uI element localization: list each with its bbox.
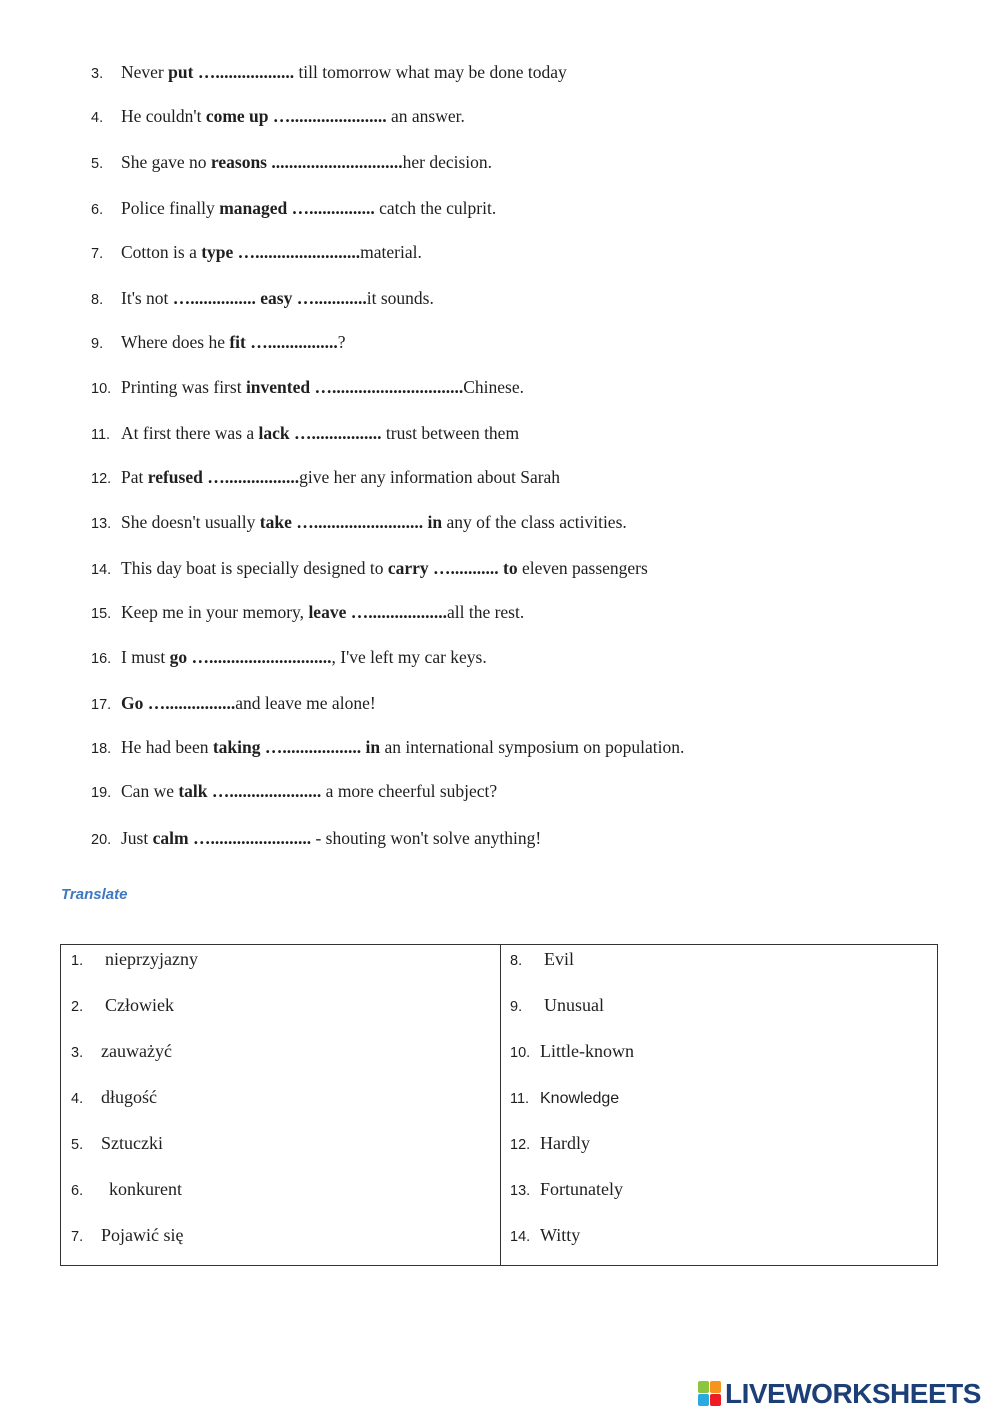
text-fragment: - shouting won't solve anything! xyxy=(315,828,542,848)
bold-fragment: talk xyxy=(178,781,208,801)
exercise-item xyxy=(91,556,648,580)
bold-fragment: lack xyxy=(258,423,290,443)
item-number: 5. xyxy=(91,156,104,172)
exercise-item xyxy=(91,150,492,174)
item-number: 11. xyxy=(91,427,111,443)
bold-fragment: …................ xyxy=(143,693,236,713)
exercise-item xyxy=(91,779,497,803)
bold-fragment: go xyxy=(169,647,188,667)
exercise-item xyxy=(91,330,346,354)
bold-fragment: refused xyxy=(147,467,203,487)
bold-fragment: managed xyxy=(219,198,288,218)
text-fragment: all the rest. xyxy=(446,602,525,622)
item-number: 13. xyxy=(91,516,112,532)
translate-column-polish xyxy=(61,945,501,1265)
exercise-item xyxy=(91,645,487,669)
translate-number: 12. xyxy=(510,1137,531,1153)
bold-fragment: in xyxy=(427,512,443,532)
translate-number: 3. xyxy=(71,1045,84,1061)
item-number: 8. xyxy=(91,292,104,308)
bold-fragment: take xyxy=(259,512,292,532)
exercise-item xyxy=(91,375,524,399)
text-fragment: At first there was a xyxy=(121,423,259,443)
item-number: 4. xyxy=(91,110,104,126)
translate-number: 10. xyxy=(510,1045,531,1061)
translate-word: zauważyć xyxy=(101,1041,172,1061)
logo-tile xyxy=(710,1381,721,1393)
bold-fragment: …................ xyxy=(289,423,386,443)
exercise-item xyxy=(91,510,627,534)
bold-fragment: put xyxy=(168,62,194,82)
translate-number: 9. xyxy=(510,999,523,1015)
bold-fragment: carry xyxy=(387,558,429,578)
logo-tile xyxy=(698,1381,709,1393)
text-fragment: Keep me in your memory, xyxy=(121,602,309,622)
text-fragment: catch the culprit. xyxy=(379,198,497,218)
translate-table xyxy=(60,944,938,1266)
logo-tile xyxy=(710,1394,721,1406)
bold-fragment: Go xyxy=(121,693,144,713)
translate-item xyxy=(510,1130,590,1156)
text-fragment: eleven passengers xyxy=(517,558,648,578)
item-number: 17. xyxy=(91,697,112,713)
translate-item xyxy=(510,1176,623,1202)
bold-fragment: to xyxy=(503,558,518,578)
text-fragment: Never xyxy=(121,62,169,82)
item-number: 7. xyxy=(91,246,104,262)
translate-word: Sztuczki xyxy=(101,1133,163,1153)
text-fragment: It's not xyxy=(121,288,173,308)
translate-number: 7. xyxy=(71,1229,84,1245)
bold-fragment: reasons xyxy=(210,152,267,172)
translate-number: 8. xyxy=(510,953,523,969)
bold-fragment: come up xyxy=(205,106,269,126)
text-fragment: material. xyxy=(360,242,422,262)
text-fragment: till tomorrow what may be done today xyxy=(298,62,567,82)
item-number: 12. xyxy=(91,471,112,487)
text-fragment: I must xyxy=(121,647,170,667)
liveworksheets-logo xyxy=(698,1378,981,1410)
translate-word: Witty xyxy=(540,1225,581,1245)
translate-item xyxy=(510,1084,619,1110)
item-number: 9. xyxy=(91,336,104,352)
translate-word: Fortunately xyxy=(540,1179,623,1199)
translate-item xyxy=(510,992,604,1018)
text-fragment: trust between them xyxy=(385,423,520,443)
text-fragment: Chinese. xyxy=(463,377,525,397)
item-number: 16. xyxy=(91,651,112,667)
text-fragment: She gave no xyxy=(121,152,211,172)
exercise-item xyxy=(91,826,541,850)
bold-fragment: ….................. xyxy=(260,737,366,757)
bold-fragment: …......................... xyxy=(291,512,428,532)
translate-item xyxy=(71,1176,182,1202)
bold-fragment: …............... xyxy=(172,288,261,308)
translate-number: 4. xyxy=(71,1091,84,1107)
translate-item xyxy=(510,946,574,972)
translate-item xyxy=(71,1038,172,1064)
translate-heading: Translate xyxy=(61,886,128,903)
bold-fragment: …............................ xyxy=(187,647,332,667)
logo-tile xyxy=(698,1394,709,1406)
text-fragment: Can we xyxy=(121,781,179,801)
translate-number: 5. xyxy=(71,1137,84,1153)
exercise-item xyxy=(91,421,519,445)
text-fragment: her decision. xyxy=(402,152,493,172)
exercise-item xyxy=(91,691,376,715)
translate-item xyxy=(71,1130,163,1156)
exercise-item xyxy=(91,465,560,489)
item-number: 14. xyxy=(91,562,112,578)
text-fragment: She doesn't usually xyxy=(121,512,260,532)
bold-fragment: ….............................. xyxy=(310,377,464,397)
translate-item xyxy=(510,1038,634,1064)
item-number: 20. xyxy=(91,832,112,848)
exercise-item xyxy=(91,286,434,310)
translate-item xyxy=(71,992,174,1018)
item-number: 18. xyxy=(91,741,112,757)
text-fragment: , I've left my car keys. xyxy=(331,647,487,667)
text-fragment: Cotton is a xyxy=(121,242,202,262)
translate-item xyxy=(71,1222,184,1248)
text-fragment: He couldn't xyxy=(121,106,206,126)
exercise-item xyxy=(91,735,684,759)
exercise-item xyxy=(91,196,496,220)
translate-word: nieprzyjazny xyxy=(105,949,198,969)
bold-fragment: taking xyxy=(212,737,261,757)
text-fragment: give her any information about Sarah xyxy=(299,467,561,487)
translate-number: 1. xyxy=(71,953,84,969)
bold-fragment: …........................ xyxy=(233,242,361,262)
bold-fragment: in xyxy=(365,737,381,757)
translate-number: 6. xyxy=(71,1183,84,1199)
text-fragment: it sounds. xyxy=(366,288,434,308)
text-fragment: any of the class activities. xyxy=(442,512,627,532)
item-number: 3. xyxy=(91,66,104,82)
bold-fragment: invented xyxy=(245,377,311,397)
translate-column-english xyxy=(500,945,937,1265)
text-fragment: an answer. xyxy=(391,106,465,126)
bold-fragment: calm xyxy=(152,828,189,848)
bold-fragment: …....................... xyxy=(188,828,316,848)
translate-item xyxy=(71,1084,157,1110)
logo-text: LIVEWORKSHEETS xyxy=(725,1378,981,1409)
text-fragment: ? xyxy=(337,332,346,352)
text-fragment: This day boat is specially designed to xyxy=(121,558,388,578)
text-fragment: He had been xyxy=(121,737,213,757)
translate-word: konkurent xyxy=(109,1179,182,1199)
exercise-item xyxy=(91,104,465,128)
bold-fragment: …............... xyxy=(287,198,380,218)
text-fragment: Printing was first xyxy=(121,377,246,397)
bold-fragment: ….................. xyxy=(193,62,299,82)
bold-fragment: …................. xyxy=(202,467,300,487)
text-fragment: a more cheerful subject? xyxy=(325,781,498,801)
translate-word: Unusual xyxy=(544,995,604,1015)
bold-fragment: leave xyxy=(308,602,347,622)
text-fragment: Pat xyxy=(121,467,148,487)
translate-number: 2. xyxy=(71,999,84,1015)
bold-fragment: …..................... xyxy=(207,781,326,801)
bold-fragment: ….................. xyxy=(346,602,447,622)
bold-fragment: type xyxy=(201,242,234,262)
exercise-item xyxy=(91,600,524,624)
translate-item xyxy=(510,1222,580,1248)
translate-word: Pojawić się xyxy=(101,1225,184,1245)
text-fragment: Just xyxy=(121,828,153,848)
bold-fragment: …...................... xyxy=(268,106,392,126)
item-number: 6. xyxy=(91,202,104,218)
translate-word: długość xyxy=(101,1087,157,1107)
logo-tiles-icon xyxy=(698,1381,722,1407)
translate-number: 14. xyxy=(510,1229,531,1245)
bold-fragment: …........... xyxy=(428,558,504,578)
bold-fragment: easy xyxy=(260,288,293,308)
item-number: 15. xyxy=(91,606,112,622)
text-fragment: and leave me alone! xyxy=(235,693,376,713)
item-number: 19. xyxy=(91,785,112,801)
translate-word: Człowiek xyxy=(105,995,174,1015)
translate-word: Evil xyxy=(544,949,574,969)
exercise-item xyxy=(91,60,567,84)
translate-item xyxy=(71,946,198,972)
text-fragment: Where does he xyxy=(121,332,230,352)
bold-fragment: …............ xyxy=(292,288,367,308)
exercise-item xyxy=(91,240,422,264)
translate-number: 13. xyxy=(510,1183,531,1199)
text-fragment: an international symposium on population. xyxy=(380,737,685,757)
translate-number: 11. xyxy=(510,1091,530,1107)
bold-fragment: …................ xyxy=(245,332,338,352)
item-number: 10. xyxy=(91,381,112,397)
translate-word: Little-known xyxy=(540,1041,634,1061)
bold-fragment: .............................. xyxy=(267,152,403,172)
text-fragment: Police finally xyxy=(121,198,220,218)
translate-word: Knowledge xyxy=(540,1090,620,1107)
translate-word: Hardly xyxy=(540,1133,590,1153)
bold-fragment: fit xyxy=(229,332,246,352)
